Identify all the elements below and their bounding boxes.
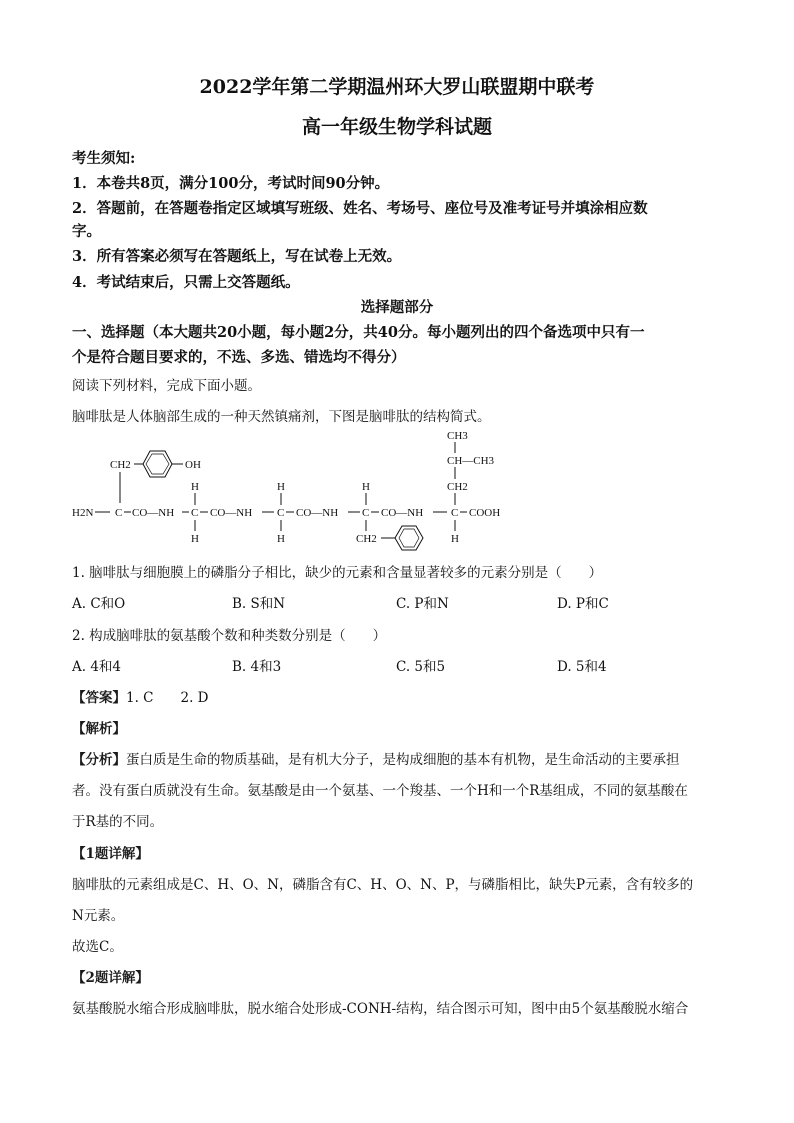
- question-stem: 2. 构成脑啡肽的氨基酸个数和种类数分别是（ ）: [72, 628, 387, 644]
- option-c: C. 5和5: [396, 659, 446, 675]
- option-b: B. S和N: [232, 596, 286, 612]
- h-label: H: [277, 481, 285, 493]
- enkephalin-structure-diagram: [0, 425, 794, 555]
- ch3-label: CH3: [447, 430, 468, 442]
- option-d: D. P和C: [557, 596, 609, 612]
- h-label: H: [191, 481, 199, 493]
- co-nh-label: CO—NH: [381, 507, 424, 519]
- option-d: D. 5和4: [557, 659, 607, 675]
- answer-value: 1. C 2. D: [126, 690, 209, 706]
- cooh-label: COOH: [469, 507, 501, 519]
- ch2-label: CH2: [447, 481, 468, 493]
- c-label: C: [191, 507, 199, 519]
- notice-item: 1．本卷共8页，满分100分，考试时间90分钟。: [72, 175, 390, 192]
- notice-heading: 考生须知:: [72, 150, 136, 167]
- h-label: H: [451, 533, 459, 545]
- notice-item: 2．答题前，在答题卷指定区域填写班级、姓名、考场号、座位号及准考证号并填涂相应数: [72, 200, 648, 217]
- h2n-label: H2N: [72, 507, 94, 519]
- answer-line: [72, 686, 209, 706]
- c-label: C: [115, 507, 123, 519]
- option-b: B. 4和3: [232, 659, 282, 675]
- ch2-label: CH2: [110, 459, 131, 471]
- oh-label: OH: [185, 459, 201, 471]
- q2-detail-label: 【2题详解】: [72, 970, 149, 986]
- analysis-label: 【解析】: [72, 721, 126, 737]
- notice-item: 4．考试结束后，只需上交答题纸。: [72, 274, 300, 291]
- co-nh-label: CO—NH: [296, 507, 339, 519]
- notice-item: 3．所有答案必须写在答题纸上，写在试卷上无效。: [72, 248, 402, 265]
- c-label: C: [277, 507, 285, 519]
- material-text: 脑啡肽是人体脑部生成的一种天然镇痛剂，下图是脑啡肽的结构简式。: [72, 409, 491, 425]
- h-label: H: [362, 481, 370, 493]
- option-a: A. 4和4: [72, 659, 122, 675]
- question-stem: 1. 脑啡肽与细胞膜上的磷脂分子相比，缺少的元素和含量显著较多的元素分别是（ ）: [72, 565, 603, 581]
- analysis-line: 氨基酸脱水缩合形成脑啡肽，脱水缩合处形成-CONH-结构，结合图示可知，图中由5个氨基酸脱水缩合: [72, 1001, 689, 1017]
- analysis-line: 者。没有蛋白质就没有生命。氨基酸是由一个氨基、一个羧基、一个H和一个R基组成，不同的氨基酸在: [72, 783, 688, 799]
- option-c: C. P和N: [396, 596, 449, 612]
- q1-detail-label: 【1题详解】: [72, 846, 149, 862]
- read-prompt: 阅读下列材料，完成下面小题。: [72, 378, 261, 394]
- fenxi-text: 蛋白质是生命的物质基础，是有机大分子，是构成细胞的基本有机物，是生命活动的主要承担: [126, 752, 680, 768]
- section-instruction: 个是符合题目要求的，不选、多选、错选均不得分）: [72, 349, 406, 366]
- h-label: H: [191, 533, 199, 545]
- analysis-line: N元素。: [72, 908, 125, 924]
- answer-label: 【答案】: [72, 690, 126, 706]
- analysis-line: [72, 748, 680, 768]
- co-nh-label: CO—NH: [210, 507, 253, 519]
- benzene-ring-icon: [143, 451, 172, 477]
- co-nh-label: CO—NH: [132, 507, 175, 519]
- section-title: 选择题部分: [360, 299, 434, 316]
- exam-title: 2022学年第二学期温州环大罗山联盟期中联考: [199, 76, 595, 98]
- c-label: C: [362, 507, 370, 519]
- analysis-line: 脑啡肽的元素组成是C、H、O、N，磷脂含有C、H、O、N、P，与磷脂相比，缺失P元素，含有较多的: [72, 877, 694, 893]
- ch2-label: CH2: [356, 533, 377, 545]
- option-a: A. C和O: [72, 596, 126, 612]
- c-label: C: [451, 507, 459, 519]
- section-instruction: 一、选择题（本大题共20小题，每小题2分，共40分。每小题列出的四个备选项中只有一: [72, 324, 645, 341]
- analysis-line: 故选C。: [72, 939, 123, 955]
- h-label: H: [277, 533, 285, 545]
- ch-ch3-label: CH—CH3: [447, 455, 495, 467]
- fenxi-label: 【分析】: [72, 752, 126, 768]
- exam-subtitle: 高一年级生物学科试题: [301, 116, 492, 138]
- analysis-line: 于R基的不同。: [72, 814, 164, 830]
- notice-item: 字。: [72, 223, 101, 240]
